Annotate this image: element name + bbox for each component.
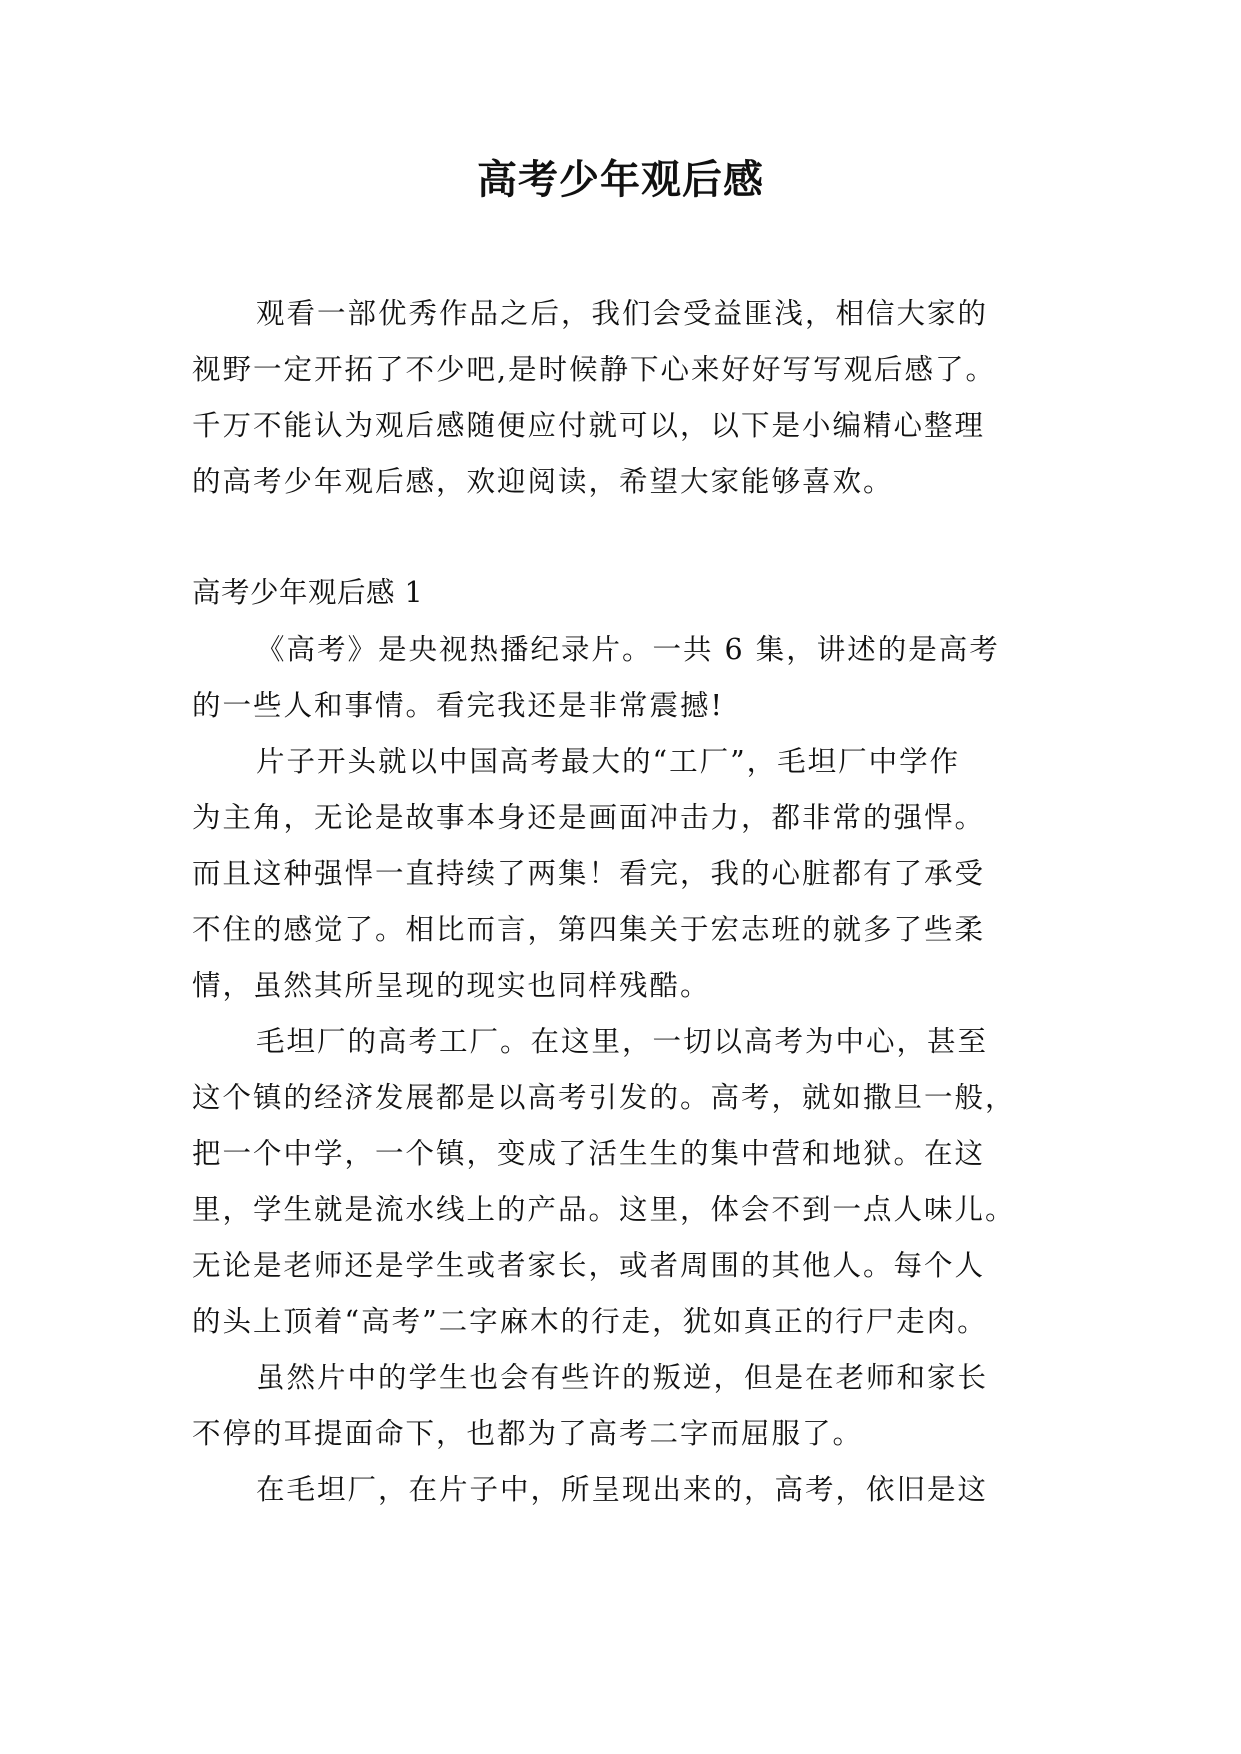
section-line: 不停的耳提面命下，也都为了高考二字而屈服了。 [192,1417,864,1450]
section-line: 为主角，无论是故事本身还是画面冲击力，都非常的强悍。 [192,801,986,834]
section-line: 情，虽然其所呈现的现实也同样残酷。 [192,969,711,1002]
intro-line: 观看一部优秀作品之后，我们会受益匪浅，相信大家的 [256,297,989,330]
section-line: 《高考》是央视热播纪录片。一共 6 集，讲述的是高考 [256,633,1000,666]
section-line: 在毛坦厂，在片子中，所呈现出来的，高考，依旧是这 [256,1473,989,1506]
section-line: 片子开头就以中国高考最大的“工厂”，毛坦厂中学作 [256,745,961,778]
intro-line: 的高考少年观后感，欢迎阅读，希望大家能够喜欢。 [192,465,894,498]
paragraph-gap [192,510,1072,564]
section-line: 把一个中学，一个镇，变成了活生生的集中营和地狱。在这 [192,1137,986,1170]
section-line: 而且这种强悍一直持续了两集！看完，我的心脏都有了承受 [192,857,986,890]
intro-line: 千万不能认为观后感随便应付就可以，以下是小编精心整理 [192,409,986,442]
section-line: 不住的感觉了。相比而言，第四集关于宏志班的就多了些柔 [192,913,986,946]
section-line: 无论是老师还是学生或者家长，或者周围的其他人。每个人 [192,1249,986,1282]
section-line: 里，学生就是流水线上的产品。这里，体会不到一点人味儿。 [192,1193,1016,1226]
section-line: 毛坦厂的高考工厂。在这里，一切以高考为中心，甚至 [256,1025,989,1058]
section-line: 的一些人和事情。看完我还是非常震撼! [192,689,724,722]
section-line: 的头上顶着“高考”二字麻木的行走，犹如真正的行尸走肉。 [192,1305,988,1338]
document-body [192,286,1072,1518]
document-title: 高考少年观后感 [477,157,764,203]
section-line: 虽然片中的学生也会有些许的叛逆，但是在老师和家长 [256,1361,989,1394]
intro-line: 视野一定开拓了不少吧,是时候静下心来好好写写观后感了。 [192,353,997,386]
section-line: 这个镇的经济发展都是以高考引发的。高考，就如撒旦一般， [192,1081,1016,1114]
section-heading: 高考少年观后感 1 [192,576,424,609]
